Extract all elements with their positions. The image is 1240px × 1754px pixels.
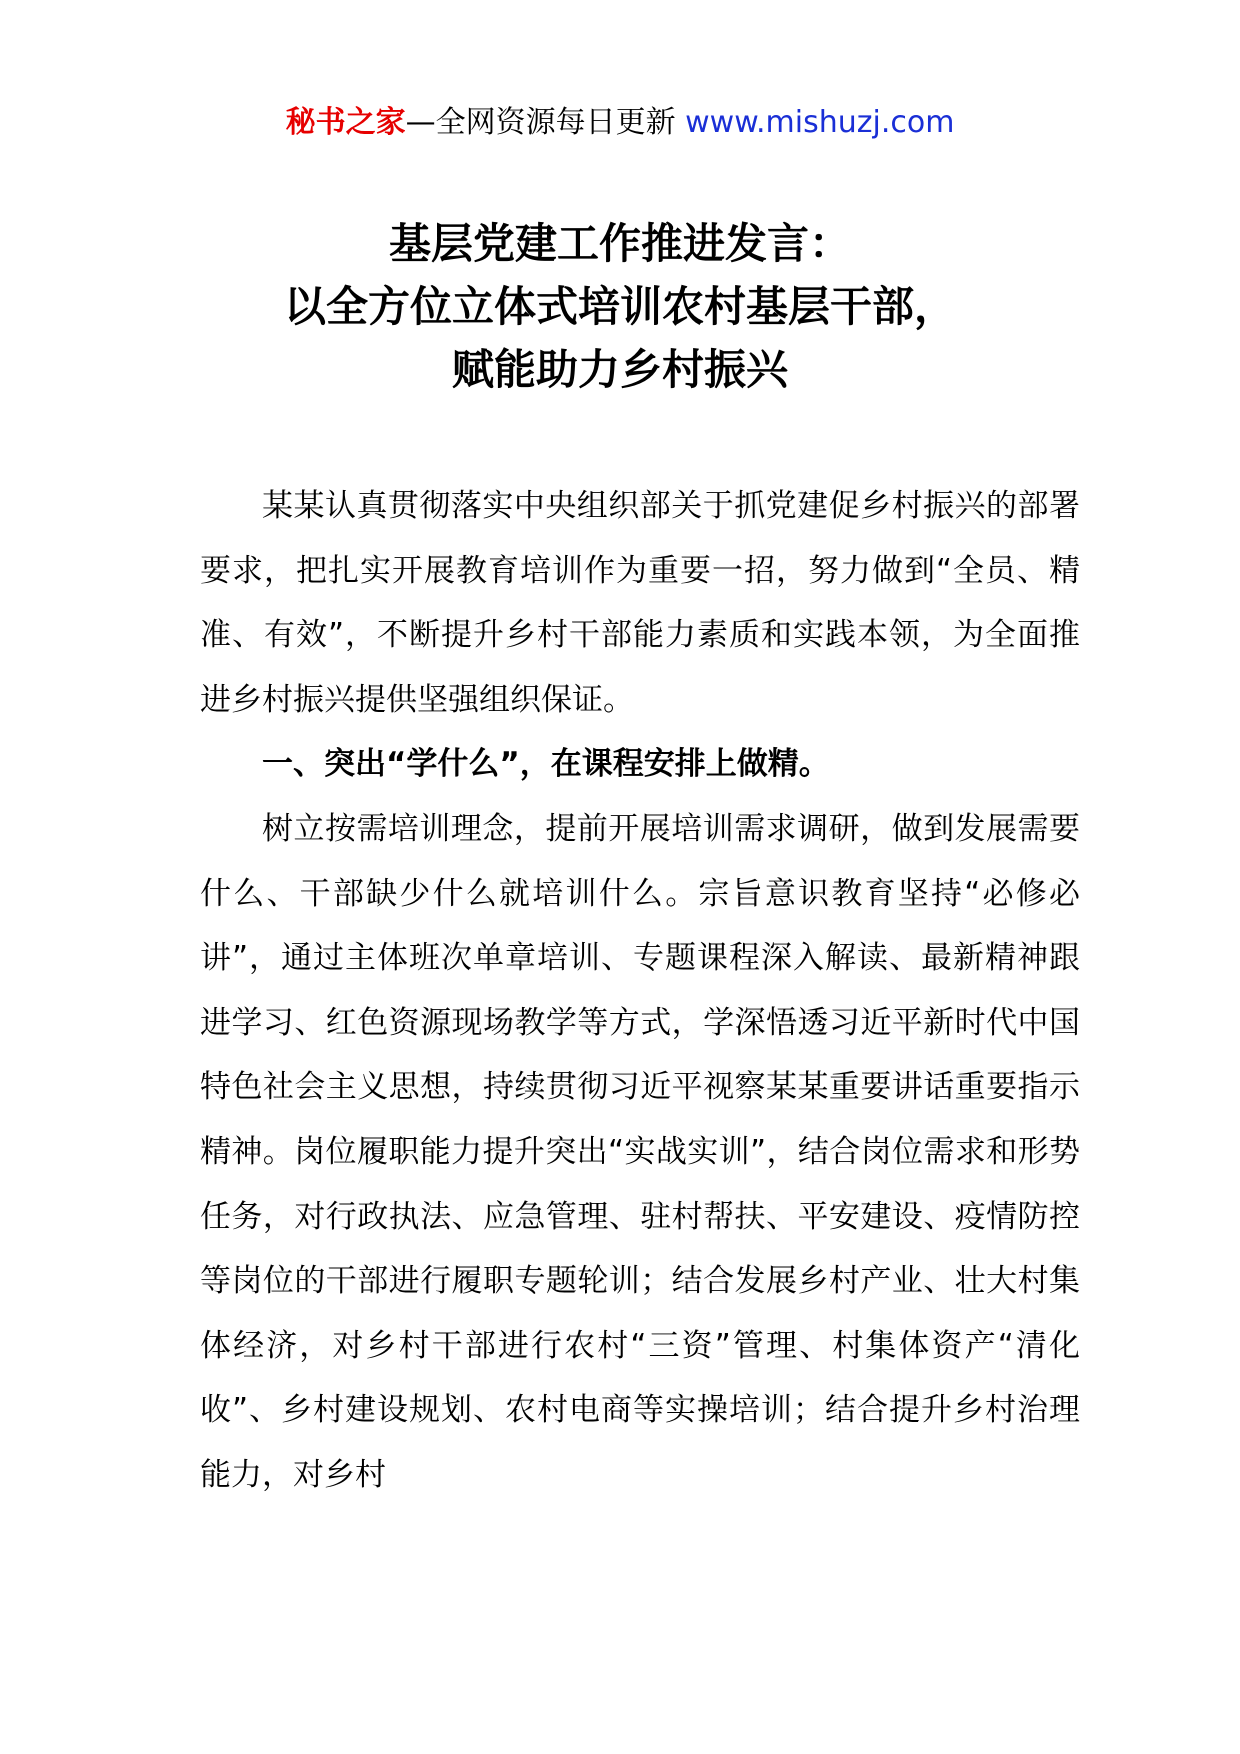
site-header <box>0 100 1240 146</box>
document-title <box>0 212 1240 401</box>
title-line-2: 以全方位立体式培训农村基层干部， <box>283 282 956 331</box>
intro-paragraph: 某某认真贯彻落实中央组织部关于抓党建促乡村振兴的部署要求，把扎实开展教育培训作为重要一招，努力做到“全员、精准、有效”，不断提升乡村干部能力素质和实践本领，为全面推进乡村振兴提供坚强组织保证。 <box>200 488 1080 718</box>
header-slogan: —全网资源每日更新 <box>405 105 686 140</box>
site-url[interactable]: www.mishuzj.com <box>685 105 955 140</box>
section-heading: 一、突出“学什么”，在课程安排上做精。 <box>262 746 830 783</box>
brand-name: 秘书之家 <box>285 105 406 140</box>
document-body <box>200 474 1080 1508</box>
title-line-3: 赋能助力乡村振兴 <box>451 345 788 394</box>
section-paragraph: 树立按需培训理念，提前开展培训需求调研，做到发展需要什么、干部缺少什么就培训什么。宗旨意识教育坚持“必修必讲”，通过主体班次单章培训、专题课程深入解读、最新精神跟进学习、红色资源现场教学等方式，学深悟透习近平新时代中国特色社会主义思想，持续贯彻习近平视察某某重要讲话重要指示精神。岗位履职能力提升突出“实战实训”，结合岗位需求和形势任务，对行政执法、应急管理、驻村帮扶、平安建设、疫情防控等岗位的干部进行履职专题轮训；结合发展乡村产业、壮大村集体经济，对乡村干部进行农村“三资”管理、村集体资产“清化收”、乡村建设规划、农村电商等实操培训；结合提升乡村治理能力，对乡村 <box>200 810 1080 1493</box>
title-line-1: 基层党建工作推进发言： <box>388 219 851 268</box>
